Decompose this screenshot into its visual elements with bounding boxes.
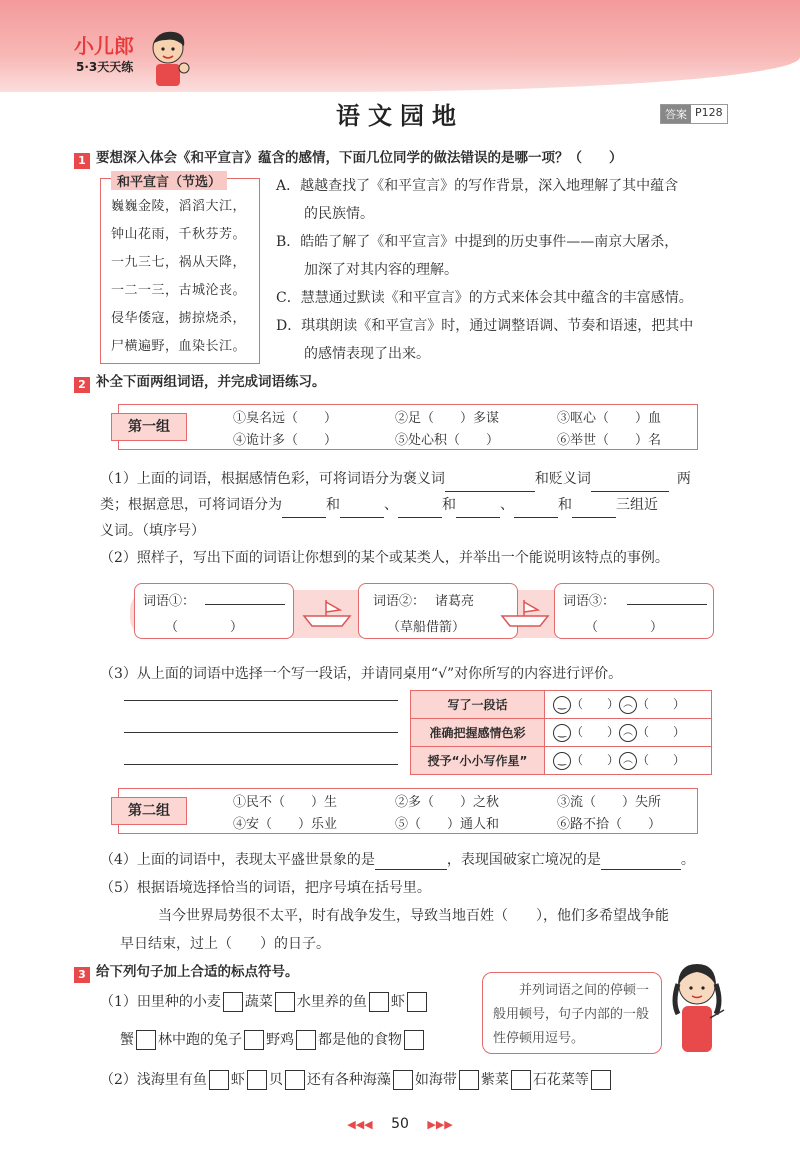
sub-question-1-text: 三组近 — [616, 497, 658, 513]
answer-blank[interactable] — [514, 517, 558, 518]
boat-icon — [300, 596, 354, 630]
punctuation-sentence-1b — [120, 1028, 480, 1052]
sad-face-icon: ︵ — [619, 724, 637, 742]
word-card-1 — [134, 583, 294, 639]
word-card-example: （ ） — [165, 620, 244, 635]
page-footer — [0, 1116, 800, 1132]
question-number-badge: 2 — [74, 377, 90, 393]
word-group-1 — [118, 404, 698, 450]
option-c: C．慧慧通过默读《和平宣言》的方式来体会其中蕴含的丰富感情。 — [276, 290, 693, 306]
question-3-heading — [74, 962, 299, 983]
sub-question-2: （2）照样子，写出下面的词语让你想到的某个或某类人，并举出一个能说明该特点的事例。 — [100, 550, 669, 566]
word-item[interactable]: ①民不（ ）生 — [233, 795, 338, 810]
evaluation-row — [411, 719, 712, 747]
evaluation-criterion: 授予“小小写作星” — [411, 747, 545, 775]
question-2-text: 补全下面两组词语，并完成词语练习。 — [96, 374, 326, 390]
sentence-fragment: （1）田里种的小麦 — [100, 994, 221, 1010]
poem-line: 尸横遍野，血染长江。 — [111, 339, 247, 354]
sub-question-1-text: 类；根据意思，可将词语分为 — [100, 497, 282, 513]
sub-question-4-text: ，表现国破家亡境况的是 — [446, 852, 601, 868]
sad-face-icon: ︵ — [619, 696, 637, 714]
word-item[interactable]: ⑥路不拾（ ） — [557, 817, 662, 832]
punctuation-box[interactable] — [393, 1070, 413, 1090]
word-item[interactable]: ②足（ ）多谋 — [395, 411, 500, 426]
answer-blank[interactable] — [601, 869, 681, 870]
word-item[interactable]: ④安（ ）乐业 — [233, 817, 338, 832]
word-card-example: （ ） — [585, 620, 664, 635]
rating-cell[interactable]: ‿ （ ） ︵ （ ） — [545, 747, 712, 775]
option-b-line2: 加深了对其内容的理解。 — [276, 262, 458, 278]
group-1-tag: 第一组 — [111, 413, 187, 441]
evaluation-row — [411, 691, 712, 719]
poem-line: 钟山花雨，千秋芬芳。 — [111, 227, 247, 242]
answer-blank[interactable] — [591, 491, 669, 492]
option-a-line2: 的民族情。 — [276, 206, 374, 222]
option-d-line1: D．琪琪朗读《和平宣言》时，通过调整语调、节奏和语速，把其中 — [276, 318, 694, 334]
poem-line: 侵华倭寇，掳掠烧杀， — [111, 311, 247, 326]
context-paragraph-line2: 早日结束，过上（ ）的日子。 — [120, 936, 330, 952]
word-card-label: 词语②： — [373, 594, 426, 609]
punctuation-box[interactable] — [459, 1070, 479, 1090]
word-card-person: 诸葛亮 — [435, 594, 475, 609]
answer-blank[interactable] — [340, 517, 384, 518]
word-item[interactable]: ③流（ ）失所 — [557, 795, 662, 810]
word-group-2 — [118, 788, 698, 834]
answer-blank[interactable] — [456, 517, 500, 518]
sub-question-1-text: （1）上面的词语，根据感情色彩，可将词语分为褒义词 — [100, 471, 445, 487]
writing-line[interactable] — [124, 700, 398, 701]
sentence-fragment: 蔬菜 — [244, 994, 273, 1010]
poem-title: 和平宣言（节选） — [111, 171, 227, 190]
answer-blank[interactable] — [375, 869, 447, 870]
tip-bubble: 并列词语之间的停顿一般用顿号，句子内部的一般性停顿用逗号。 — [482, 972, 662, 1054]
sentence-fragment: 蟹 — [120, 1032, 134, 1048]
sub-question-3: （3）从上面的词语中选择一个写一段话，并请同桌用“√”对你所写的内容进行评价。 — [100, 666, 623, 682]
question-1-heading — [74, 148, 623, 169]
sentence-fragment: 如海带 — [414, 1072, 457, 1088]
punctuation-box[interactable] — [136, 1030, 156, 1050]
answer-blank[interactable] — [398, 517, 442, 518]
punctuation-box[interactable] — [369, 992, 389, 1012]
punctuation-box[interactable] — [404, 1030, 424, 1050]
word-item[interactable]: ⑤处心积（ ） — [395, 433, 500, 448]
rating-cell[interactable]: ‿ （ ） ︵ （ ） — [545, 691, 712, 719]
writing-line[interactable] — [124, 732, 398, 733]
poem-box — [100, 175, 260, 364]
question-2-heading — [74, 372, 326, 393]
sentence-fragment: 林中跑的兔子 — [158, 1032, 242, 1048]
word-card-3 — [554, 583, 714, 639]
punctuation-sentence-1a — [100, 990, 480, 1014]
rating-cell[interactable]: ‿ （ ） ︵ （ ） — [545, 719, 712, 747]
punctuation-box[interactable] — [209, 1070, 229, 1090]
page-number: 50 — [391, 1116, 409, 1132]
punctuation-sentence-2 — [100, 1068, 740, 1092]
word-item[interactable]: ①臭名远（ ） — [233, 411, 338, 426]
conjunction: 和 — [558, 497, 572, 513]
answer-blank[interactable] — [282, 517, 326, 518]
punctuation-box[interactable] — [296, 1030, 316, 1050]
option-d-line2: 的感情表现了出来。 — [276, 346, 430, 362]
evaluation-table — [410, 690, 712, 775]
sub-question-1-text: 和贬义词 — [534, 471, 591, 487]
sub-question-1: （1）上面的词语，根据感情色彩，可将词语分为褒义词 和贬义词 两 类；根据意思，可将词语分为 和 、 和 、 和 三组近 义词。（填序号） — [100, 471, 691, 539]
smile-face-icon: ‿ — [553, 752, 571, 770]
answer-blank[interactable] — [627, 604, 707, 605]
boat-icon — [498, 596, 552, 630]
punctuation-box[interactable] — [407, 992, 427, 1012]
question-number-badge: 1 — [74, 153, 90, 169]
punctuation-box[interactable] — [223, 992, 243, 1012]
writing-line[interactable] — [124, 764, 398, 765]
option-a-line1: A．越越查找了《和平宣言》的写作背景，深入地理解了其中蕴含 — [276, 178, 679, 194]
punctuation-box[interactable] — [275, 992, 295, 1012]
punctuation-box[interactable] — [247, 1070, 267, 1090]
sentence-fragment: 虾 — [390, 994, 405, 1010]
punctuation-box[interactable] — [285, 1070, 305, 1090]
word-item[interactable]: ⑥举世（ ）名 — [557, 433, 662, 448]
word-card-2 — [358, 583, 518, 639]
boy-mascot-icon — [146, 28, 192, 88]
sub-question-1-text: 两 — [676, 471, 691, 487]
brand-logo: 小儿郎 — [74, 34, 134, 58]
group-2-tag: 第二组 — [111, 797, 187, 825]
sub-question-1-text: 义词。（填序号） — [100, 523, 205, 539]
sentence-fragment: 都是他的食物 — [318, 1032, 402, 1048]
sad-face-icon: ︵ — [619, 752, 637, 770]
option-b-line1: B．皓皓了解了《和平宣言》中提到的历史事件——南京大屠杀， — [276, 234, 679, 250]
sentence-fragment: 还有各种海藻 — [306, 1072, 391, 1088]
word-item[interactable]: ③呕心（ ）血 — [557, 411, 662, 426]
context-paragraph-line1: 当今世界局势很不太平，时有战争发生，导致当地百姓（ ），他们多希望战争能 — [158, 908, 669, 924]
poem-line: 一九三七，祸从天降， — [111, 255, 247, 270]
word-card-label: 词语①： — [143, 594, 196, 609]
punctuation-box[interactable] — [591, 1070, 611, 1090]
sentence-fragment: 贝 — [268, 1072, 283, 1088]
page-title: 语文园地 — [336, 102, 464, 130]
word-card-label: 词语③： — [563, 594, 616, 609]
evaluation-row — [411, 747, 712, 775]
sentence-fragment: 紫菜 — [480, 1072, 509, 1088]
answer-label: 答案 — [661, 105, 691, 123]
smile-face-icon: ‿ — [553, 724, 571, 742]
conjunction: 和 — [442, 497, 456, 513]
question-number-badge: 3 — [74, 967, 90, 983]
sentence-fragment: 石花菜等 — [532, 1072, 589, 1088]
answer-reference — [660, 104, 728, 124]
sentence-fragment: 水里养的鱼 — [296, 994, 367, 1010]
girl-mascot-icon — [664, 958, 730, 1058]
poem-line: 一二一三，古城沦丧。 — [111, 283, 247, 298]
sub-question-5: （5）根据语境选择恰当的词语，把序号填在括号里。 — [100, 880, 431, 896]
question-1-text: 要想深入体会《和平宣言》蕴含的感情，下面几位同学的做法错误的是哪一项？（ ） — [96, 150, 623, 166]
word-item[interactable]: ④诡计多（ ） — [233, 433, 338, 448]
brand-subtitle: 5·3天天练 — [76, 60, 134, 74]
answer-page: P128 — [695, 106, 723, 119]
word-item[interactable]: ⑤（ ）通人和 — [395, 817, 500, 832]
evaluation-criterion: 写了一段话 — [411, 691, 545, 719]
right-arrows-icon: ▶▶▶ — [427, 1118, 453, 1131]
poem-line: 巍巍金陵，滔滔大江， — [111, 199, 247, 214]
sentence-fragment: （2）浅海里有鱼 — [100, 1072, 207, 1088]
answer-blank[interactable] — [572, 517, 616, 518]
sentence-fragment: 野鸡 — [266, 1032, 294, 1048]
answer-blank[interactable] — [445, 491, 535, 492]
punctuation-box[interactable] — [511, 1070, 531, 1090]
smile-face-icon: ‿ — [553, 696, 571, 714]
word-item[interactable]: ②多（ ）之秋 — [395, 795, 500, 810]
conjunction: 和 — [326, 497, 340, 513]
punctuation-box[interactable] — [244, 1030, 264, 1050]
sentence-fragment: 虾 — [230, 1072, 245, 1088]
sub-question-4: （4）上面的词语中，表现太平盛世景象的是 ，表现国破家亡境况的是 。 — [100, 852, 695, 868]
left-arrows-icon: ◀◀◀ — [347, 1118, 373, 1131]
word-card-example: （草船借箭） — [387, 620, 466, 635]
answer-blank[interactable] — [205, 604, 285, 605]
evaluation-criterion: 准确把握感情色彩 — [411, 719, 545, 747]
sub-question-4-text: （4）上面的词语中，表现太平盛世景象的是 — [100, 852, 375, 868]
question-3-text: 给下列句子加上合适的标点符号。 — [96, 964, 299, 980]
